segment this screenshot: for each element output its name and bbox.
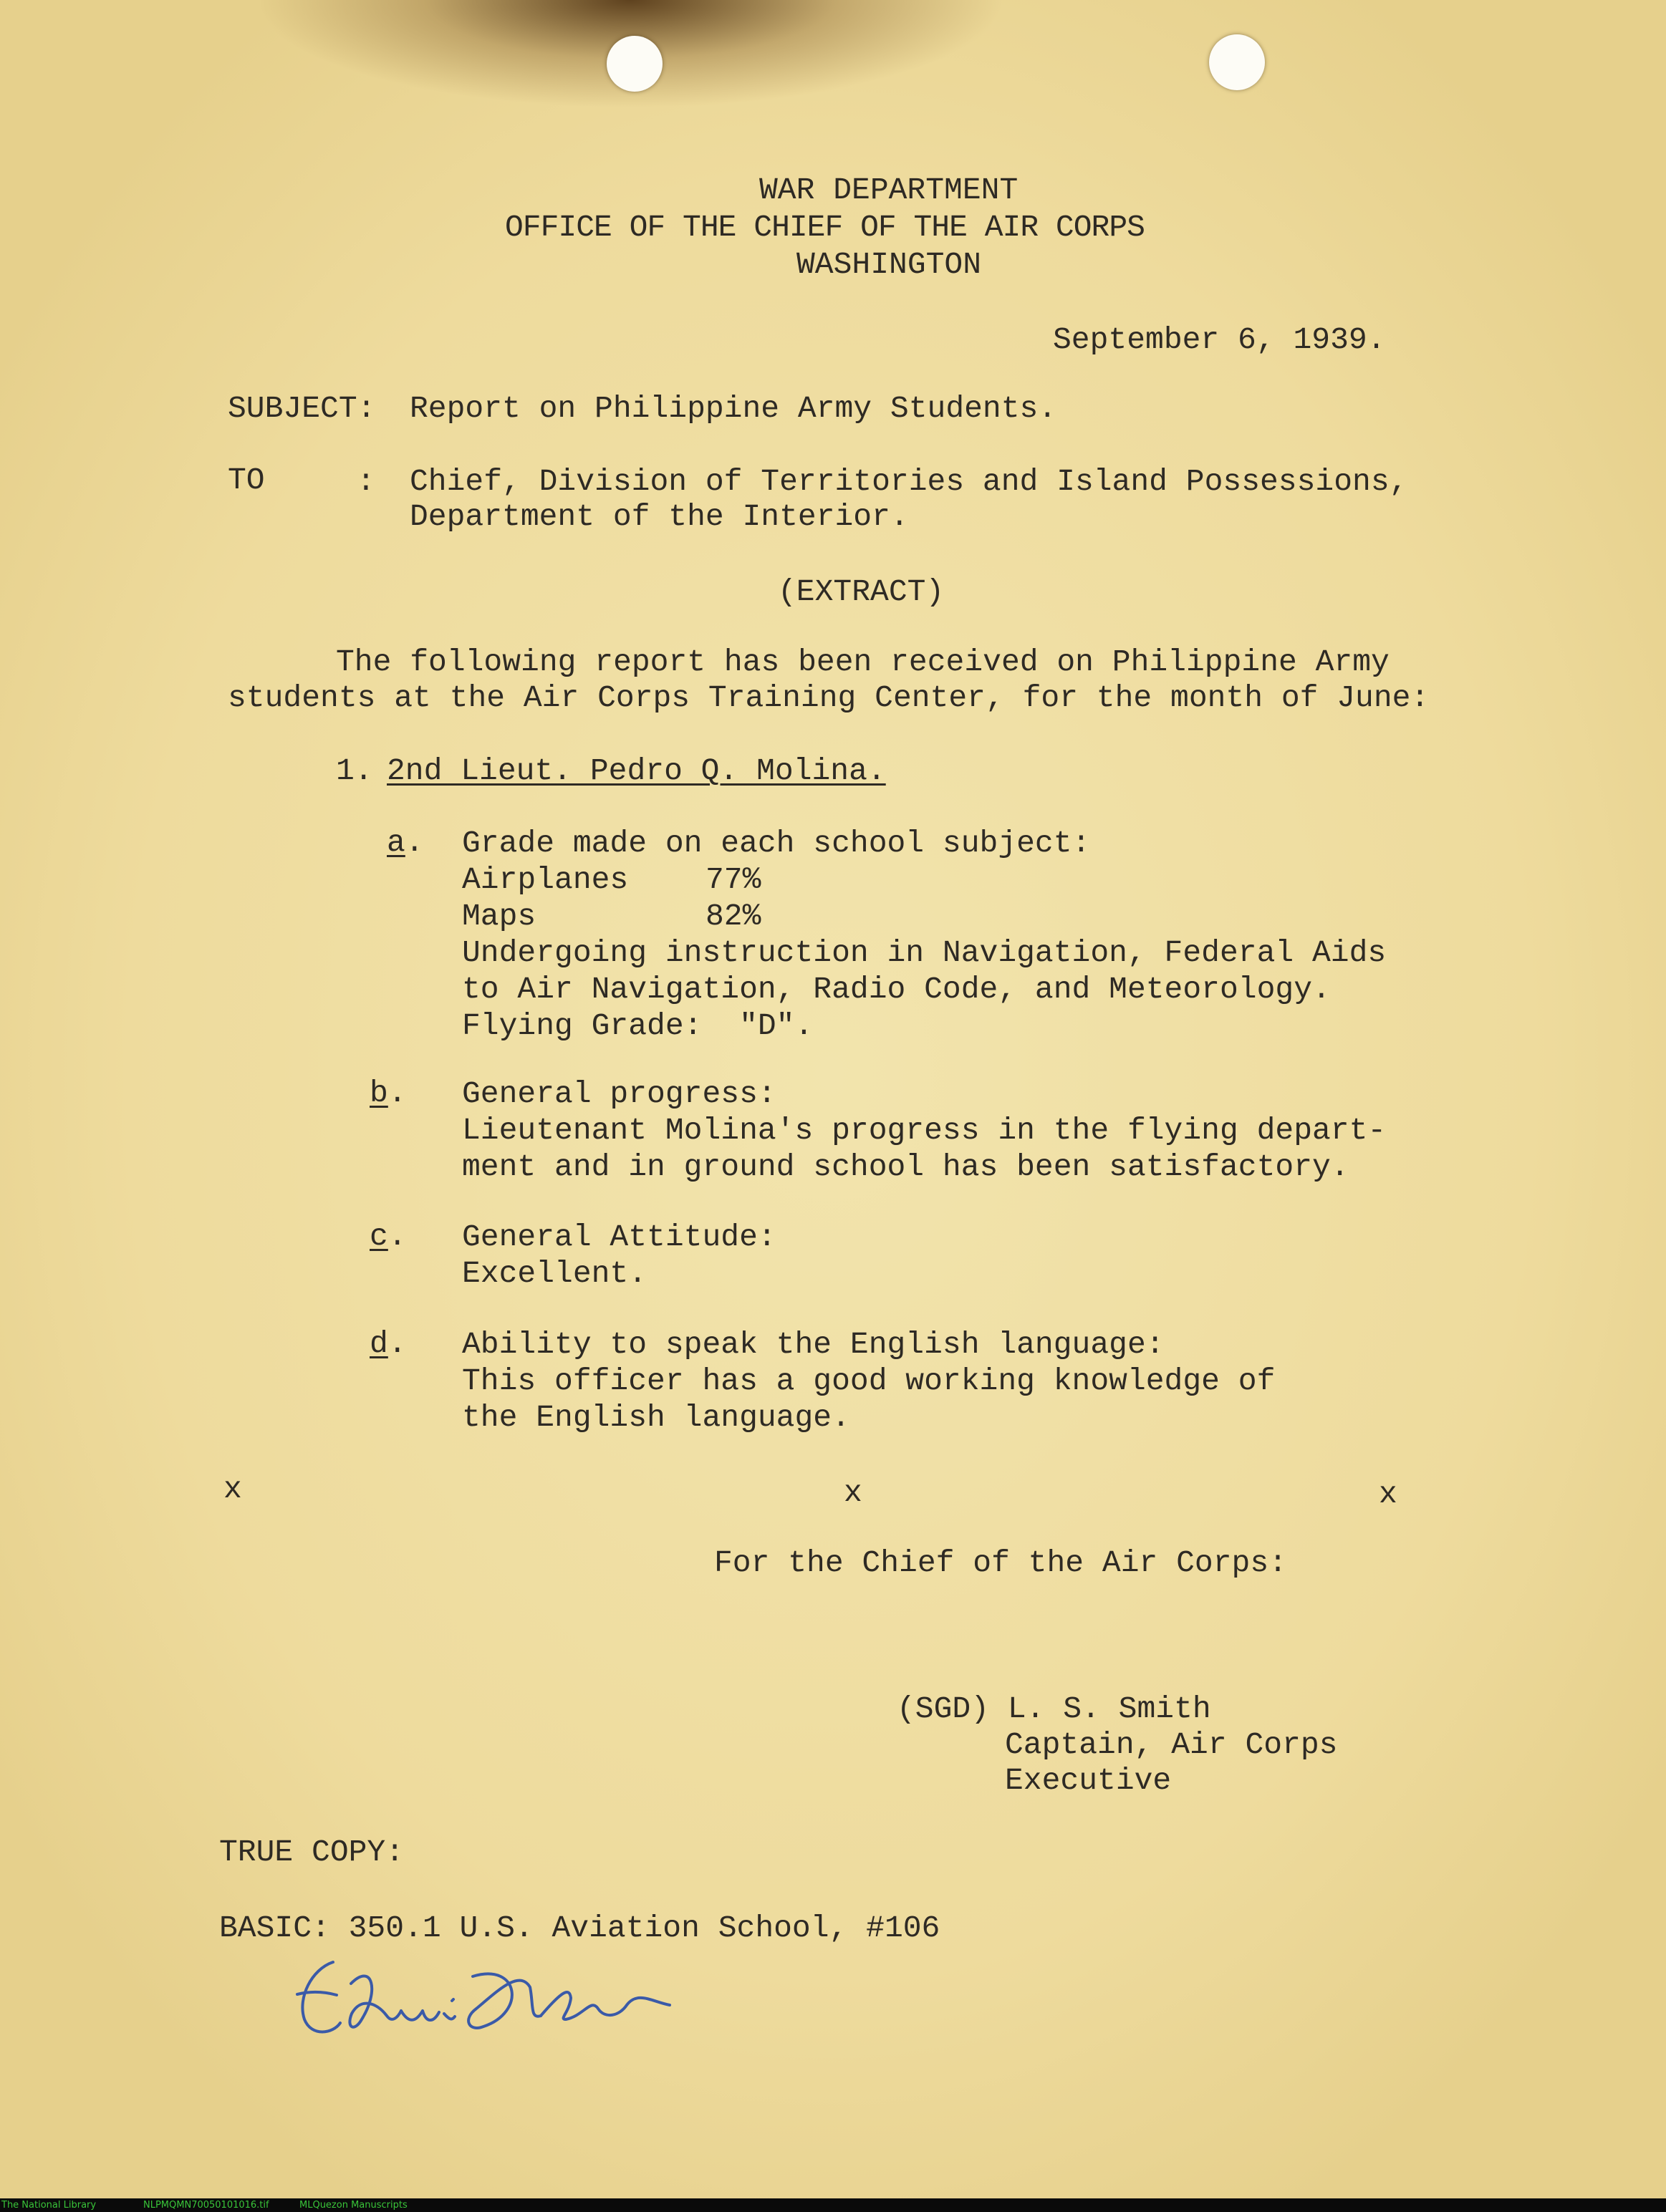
omission-mark-right: x [1379, 1477, 1397, 1512]
item-b-line-2: ment and in ground school has been satisfactory. [462, 1149, 1349, 1184]
item-a-block [462, 825, 1386, 1044]
signature-stroke [350, 1976, 401, 2027]
item-a-line-2: to Air Navigation, Radio Code, and Meteorology. [462, 972, 1331, 1007]
subject-label: SUBJECT: [228, 391, 376, 426]
intro-line-2: students at the Air Corps Training Center, for the month of June: [228, 680, 1430, 715]
punch-hole-right [1209, 34, 1265, 90]
grade-row [462, 861, 1386, 898]
grade-subject: Airplanes [462, 862, 629, 897]
item-d-block [462, 1326, 1275, 1436]
intro-line-1: The following report has been received on Philippine Army [336, 644, 1390, 680]
footer-collection: MLQuezon Manuscripts [299, 2200, 408, 2211]
to-line-1: Chief, Division of Territories and Island Possessions, [410, 464, 1408, 499]
item-d-heading: Ability to speak the English language: [462, 1327, 1165, 1362]
item-a-line-3: Flying Grade: "D". [462, 1008, 814, 1043]
true-copy-label: TRUE COPY: [219, 1835, 405, 1870]
signed-title-1: Captain, Air Corps [1005, 1727, 1338, 1762]
signature-stroke [444, 1999, 455, 2019]
grade-value: 77% [706, 862, 761, 897]
item-d-marker: d. [370, 1326, 407, 1361]
item-a-letter: a [387, 825, 405, 860]
signed-name: (SGD) L. S. Smith [897, 1691, 1211, 1726]
signature-stroke [297, 1962, 340, 2032]
student-name: 2nd Lieut. Pedro Q. Molina. [387, 753, 886, 788]
item-d-line-1: This officer has a good working knowledge of [462, 1363, 1276, 1399]
footer-filename: NLPMQMN70050101016.tif [143, 2200, 269, 2211]
grade-value: 82% [706, 899, 761, 934]
item-b-marker: b. [370, 1076, 407, 1111]
item-c-heading: General Attitude: [462, 1220, 776, 1255]
signature-stroke [541, 1992, 670, 2019]
item-c-block [462, 1219, 776, 1292]
item-a-line-1: Undergoing instruction in Navigation, Federal Aids [462, 935, 1387, 970]
item-a-marker: a. [387, 825, 424, 860]
to-colon: : [357, 464, 375, 499]
scan-footer-bar [0, 2198, 1666, 2212]
item-b-line-1: Lieutenant Molina's progress in the flying depart- [462, 1113, 1387, 1148]
item-c-marker: c. [370, 1219, 407, 1254]
grade-subject: Maps [462, 899, 536, 934]
extract-label: (EXTRACT) [778, 574, 945, 609]
letterhead-line-1: WAR DEPARTMENT [759, 173, 1019, 208]
signature-stroke [468, 1974, 541, 2028]
footer-library: The National Library [1, 2200, 97, 2211]
handwritten-signature [283, 1948, 684, 2055]
student-number: 1. [336, 753, 373, 788]
item-a-heading: Grade made on each school subject: [462, 826, 1091, 861]
grade-row [462, 898, 1386, 934]
punch-hole-left [607, 36, 663, 92]
item-b-heading: General progress: [462, 1076, 776, 1111]
letterhead-line-2: OFFICE OF THE CHIEF OF THE AIR CORPS [505, 210, 1145, 245]
letterhead-line-3: WASHINGTON [796, 247, 982, 282]
to-label: TO [228, 463, 265, 498]
omission-mark-left: x [223, 1472, 242, 1507]
item-b-letter: b [370, 1076, 388, 1111]
item-c-line-1: Excellent. [462, 1256, 647, 1291]
basic-reference: BASIC: 350.1 U.S. Aviation School, #106 [219, 1911, 940, 1946]
to-line-2: Department of the Interior. [410, 499, 909, 534]
omission-mark-center: x [844, 1475, 862, 1510]
signature-stroke [401, 2011, 439, 2020]
signed-title-2: Executive [1005, 1763, 1172, 1798]
item-c-letter: c [370, 1219, 388, 1254]
subject-text: Report on Philippine Army Students. [410, 391, 1057, 426]
item-b-block [462, 1076, 1386, 1185]
closing-line: For the Chief of the Air Corps: [714, 1545, 1287, 1580]
document-date: September 6, 1939. [1053, 322, 1386, 357]
item-d-letter: d [370, 1326, 388, 1361]
item-d-line-2: the English language. [462, 1400, 850, 1435]
